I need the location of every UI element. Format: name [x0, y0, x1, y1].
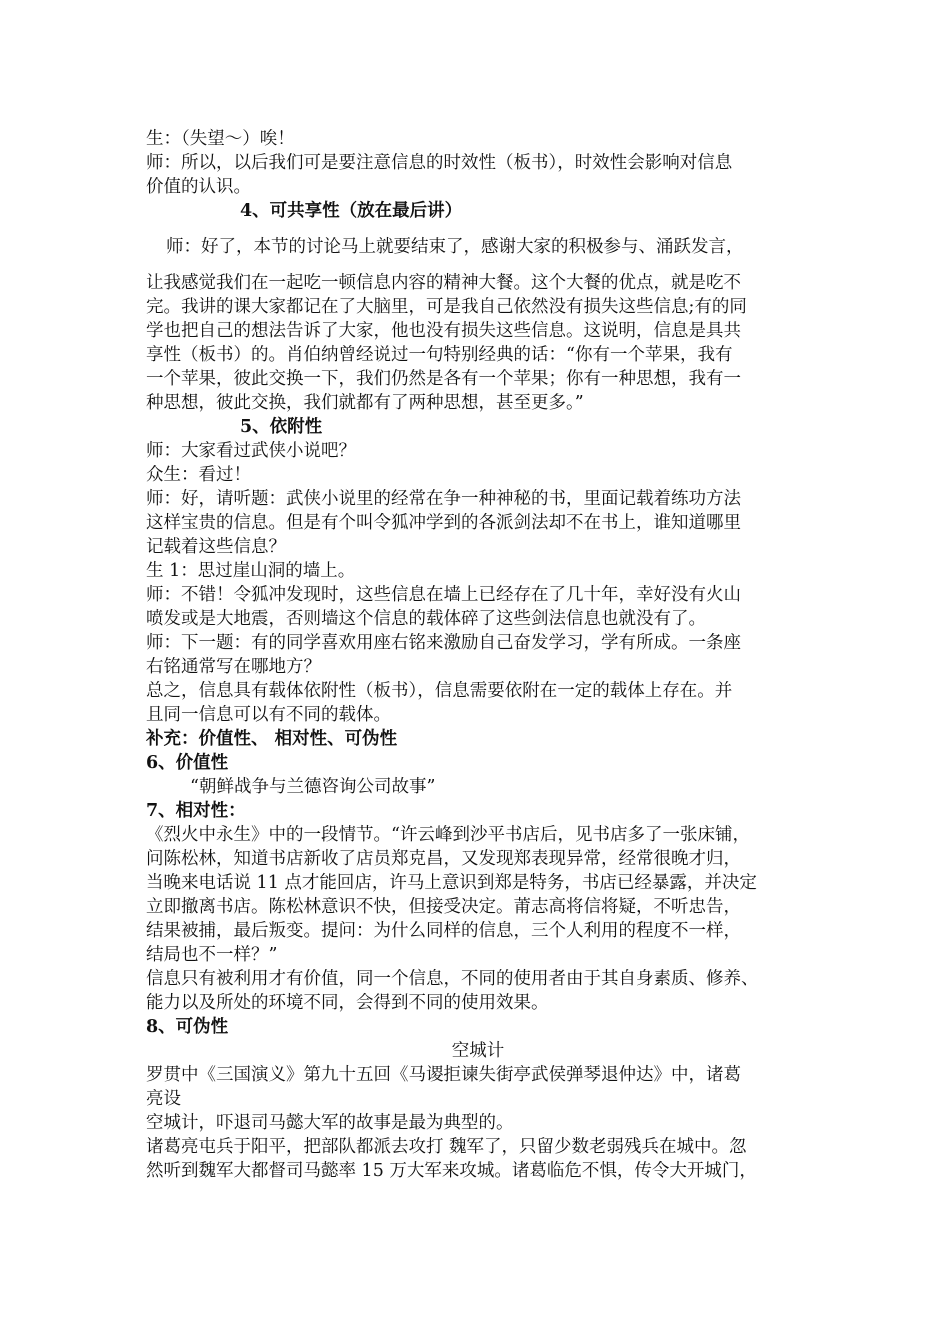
text-line: 且同一信息可以有不同的载体。	[146, 705, 391, 725]
text-line: 价值的认识。	[146, 177, 251, 197]
document-page	[146, 127, 810, 1183]
text-line: 立即撤离书店。陈松林意识不快，但接受决定。莆志高将信将疑，不听忠告，	[146, 897, 741, 917]
text-line: 记载着这些信息？	[146, 537, 286, 557]
story-title: 空城计	[451, 1041, 505, 1061]
section-heading: 8、可伪性	[146, 1017, 229, 1037]
section-heading: 7、相对性：	[146, 801, 246, 821]
text-line: 享性（板书）的。肖伯纳曾经说过一句特别经典的话：“你有一个苹果，我有	[146, 345, 733, 365]
text-line: 这样宝贵的信息。但是有个叫令狐冲学到的各派剑法却不在书上，谁知道哪里	[146, 513, 741, 533]
text-line: “朝鲜战争与兰德咨询公司故事”	[190, 777, 436, 797]
section-heading: 4、可共享性（放在最后讲）	[240, 201, 463, 221]
text-line: 师：好，请听题：武侠小说里的经常在争一种神秘的书，里面记载着练功方法	[146, 489, 741, 509]
section-heading: 5、依附性	[240, 417, 323, 437]
text-line: 能力以及所处的环境不同，会得到不同的使用效果。	[146, 993, 549, 1013]
text-line: 《烈火中永生》中的一段情节。“许云峰到沙平书店后，见书店多了一张床铺，	[146, 825, 750, 845]
text-line: 然听到魏军大都督司马懿率 15 万大军来攻城。诸葛临危不惧，传令大开城门，	[146, 1161, 757, 1181]
text-line: 罗贯中《三国演义》第九十五回《马谡拒谏失街亭武侯弹琴退仲达》中，诸葛	[146, 1065, 741, 1085]
text-line: 空城计，吓退司马懿大军的故事是最为典型的。	[146, 1113, 514, 1133]
text-line: 生：（失望～）唉！	[146, 129, 295, 149]
text-line: 右铭通常写在哪地方？	[146, 657, 321, 677]
text-line: 让我感觉我们在一起吃一顿信息内容的精神大餐。这个大餐的优点，就是吃不	[146, 273, 741, 293]
section-heading: 补充：价值性、 相对性、可伪性	[146, 729, 398, 749]
text-line: 师：下一题：有的同学喜欢用座右铭来激励自己奋发学习，学有所成。一条座	[146, 633, 741, 653]
text-line: 问陈松林，知道书店新收了店员郑克昌，又发现郑表现异常，经常很晚才归，	[146, 849, 741, 869]
text-line: 结局也不一样？”	[146, 945, 278, 965]
text-line: 亮设	[146, 1089, 181, 1109]
text-line: 学也把自己的想法告诉了大家，他也没有损失这些信息。这说明，信息是具共	[146, 321, 741, 341]
text-line: 师：不错！令狐冲发现时，这些信息在墙上已经存在了几十年，幸好没有火山	[146, 585, 741, 605]
section-heading: 6、价值性	[146, 753, 229, 773]
text-line: 完。我讲的课大家都记在了大脑里，可是我自己依然没有损失这些信息;有的同	[146, 297, 747, 317]
text-line: 结果被捕，最后叛变。提问：为什么同样的信息，三个人利用的程度不一样，	[146, 921, 741, 941]
text-line: 喷发或是大地震，否则墙这个信息的载体碎了这些剑法信息也就没有了。	[146, 609, 706, 629]
text-line: 生 1：思过崖山洞的墙上。	[146, 561, 356, 581]
text-line: 师：大家看过武侠小说吧？	[146, 441, 356, 461]
text-line: 众生：看过！	[146, 465, 251, 485]
text-line: 种思想，彼此交换，我们就都有了两种思想，甚至更多。”	[146, 393, 584, 413]
text-line: 当晚来电话说 11 点才能回店，许马上意识到郑是特务，书店已经暴露，并决定	[146, 873, 757, 893]
text-line: 师：所以，以后我们可是要注意信息的时效性（板书），时效性会影响对信息	[146, 153, 733, 173]
text-line: 师：好了，本节的讨论马上就要结束了，感谢大家的积极参与、涌跃发言，	[166, 237, 744, 257]
text-line: 一个苹果，彼此交换一下，我们仍然是各有一个苹果；你有一种思想，我有一	[146, 369, 741, 389]
text-line: 诸葛亮屯兵于阳平，把部队都派去攻打 魏军了，只留少数老弱残兵在城中。忽	[146, 1137, 747, 1157]
text-line: 总之，信息具有载体依附性（板书），信息需要依附在一定的载体上存在。并	[146, 681, 733, 701]
text-line: 信息只有被利用才有价值，同一个信息，不同的使用者由于其自身素质、修养、	[146, 969, 759, 989]
